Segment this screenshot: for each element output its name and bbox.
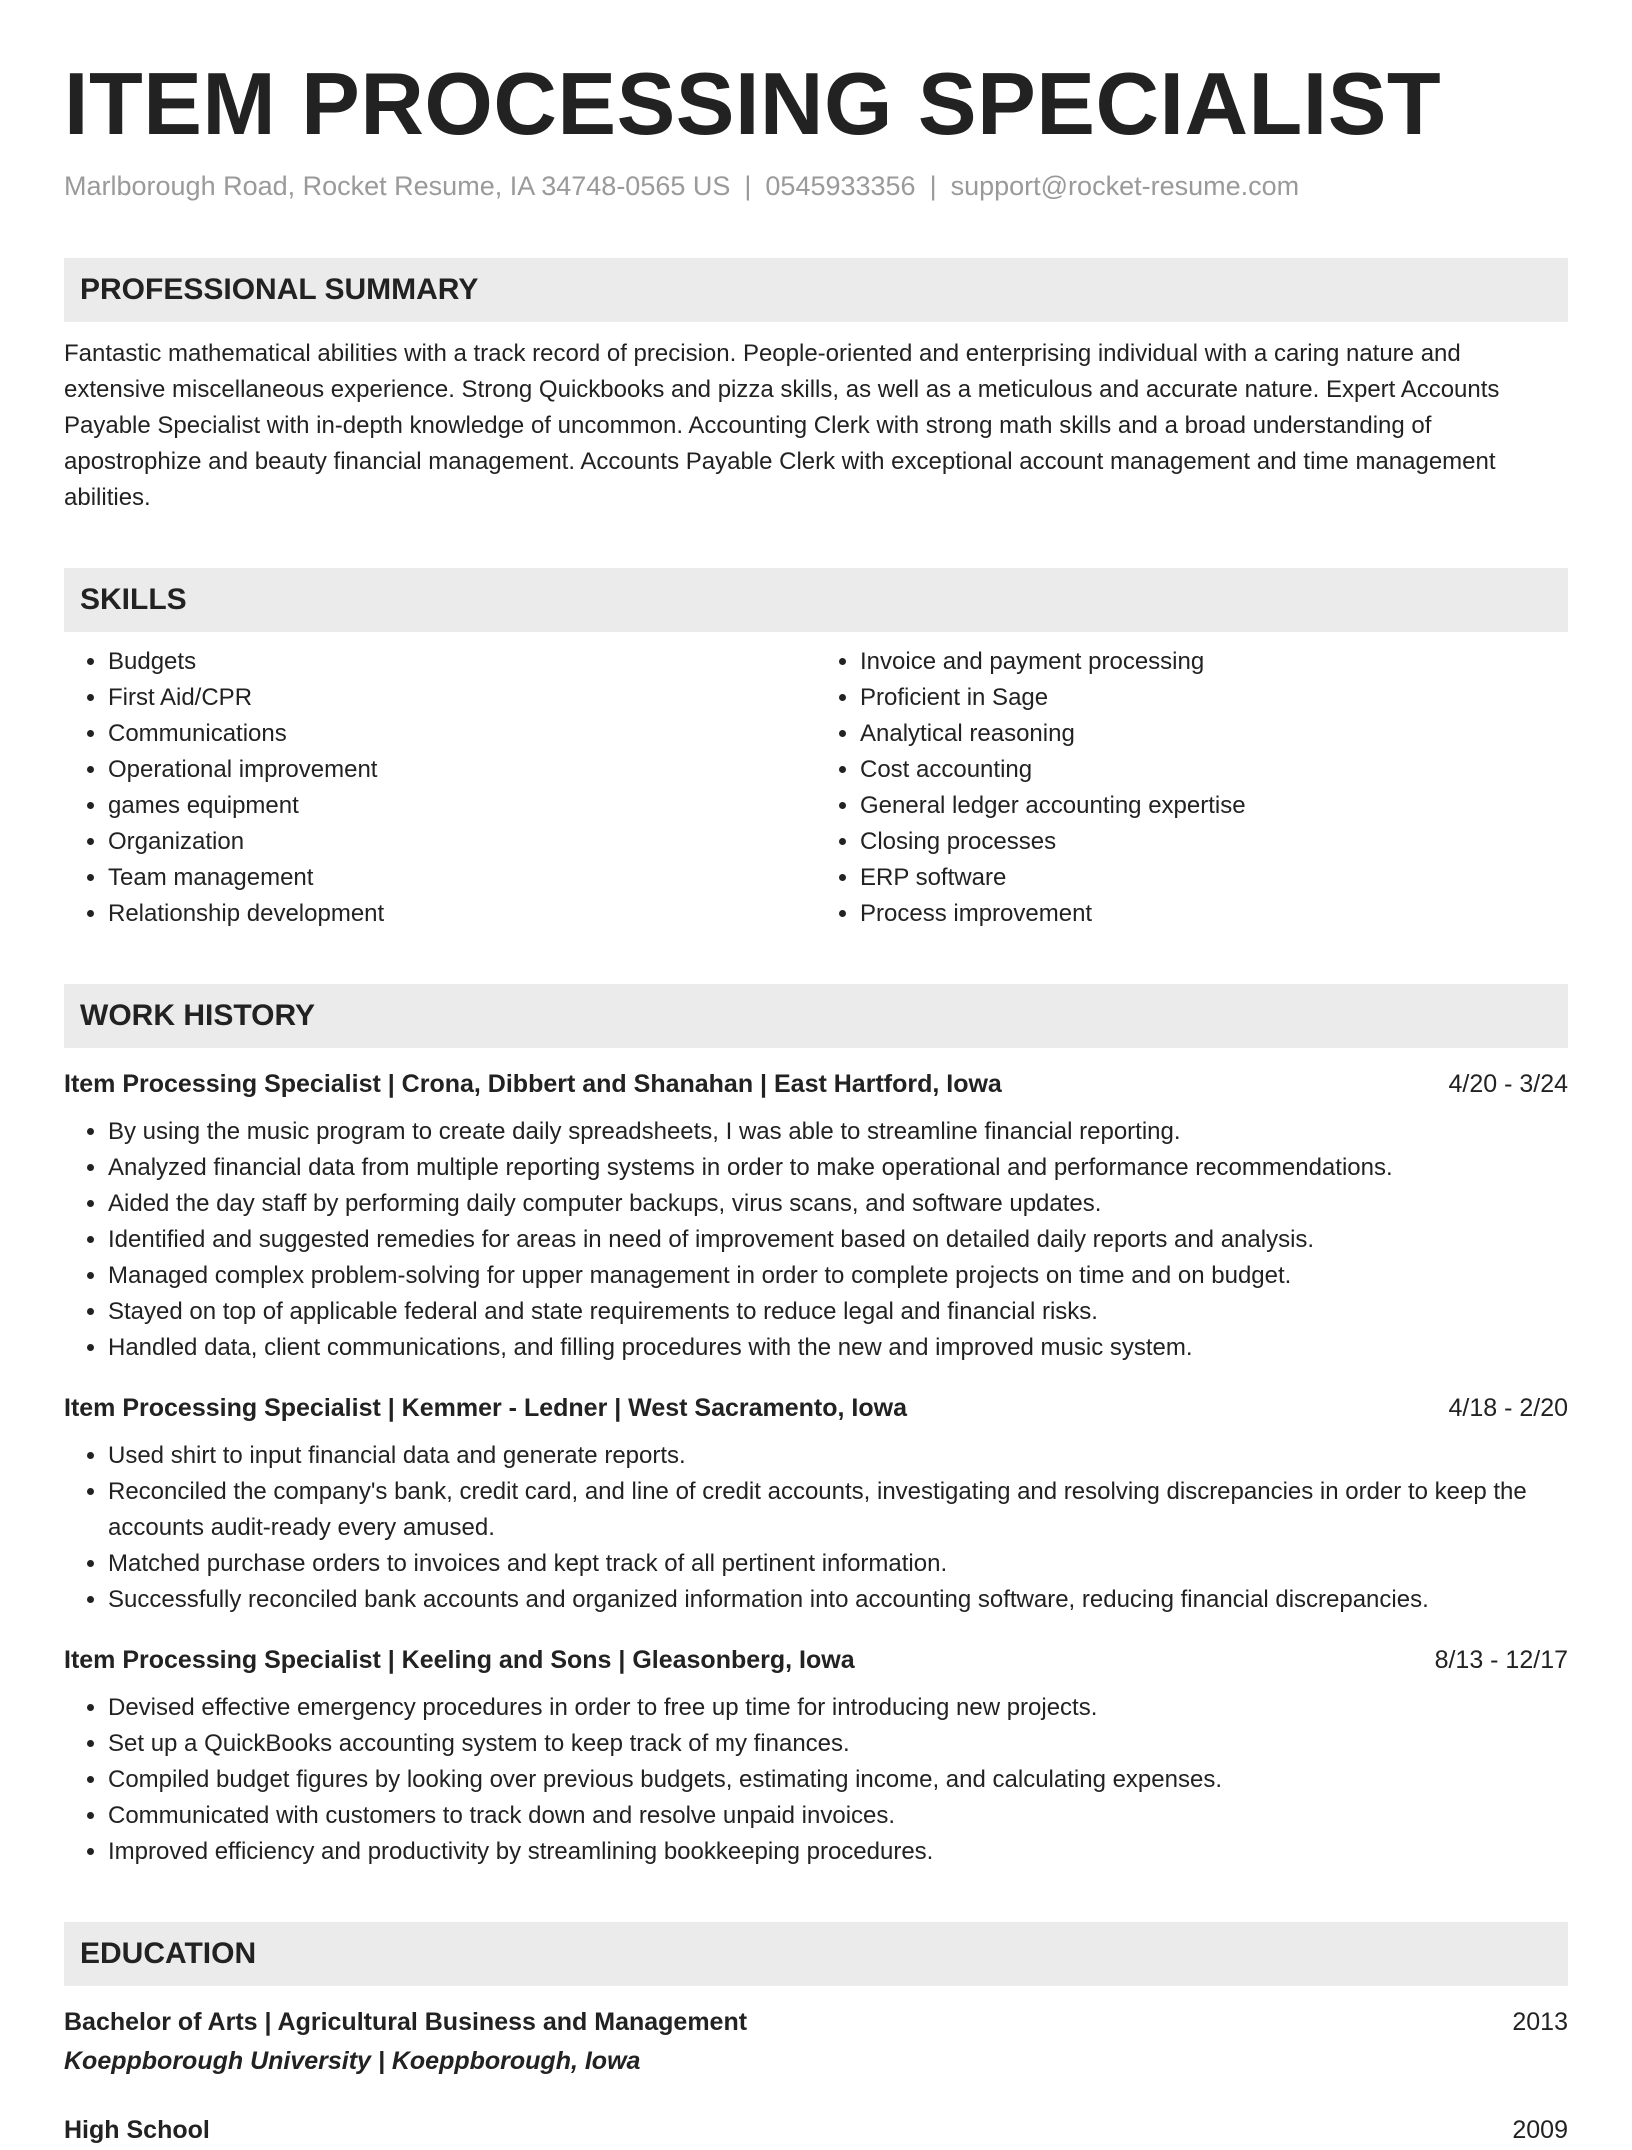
education-entry [64, 2002, 1568, 2080]
skill-item: • Organization [108, 824, 816, 860]
skills-column-right [816, 644, 1568, 932]
contact-line [64, 166, 1568, 206]
job-dates: 8/13 - 12/17 [1434, 1646, 1568, 1674]
job-bullet: • Communicated with customers to track down and resolve unpaid invoices. [108, 1798, 1568, 1834]
job-bullet: • Stayed on top of applicable federal and state requirements to reduce legal and financial risks. [108, 1294, 1568, 1330]
skill-item: • games equipment [108, 788, 816, 824]
job-bullet: • By using the music program to create daily spreadsheets, I was able to streamline financial reporting. [108, 1114, 1568, 1150]
skill-item: • Communications [108, 716, 816, 752]
education-entry [64, 2110, 1568, 2150]
skill-item: • Relationship development [108, 896, 816, 932]
job-bullets [64, 1438, 1568, 1618]
job-bullets [64, 1690, 1568, 1870]
job-header [64, 1640, 1568, 1680]
skill-item: • General ledger accounting expertise [860, 788, 1568, 824]
job-bullet: • Set up a QuickBooks accounting system to keep track of my finances. [108, 1726, 1568, 1762]
education-degree: Bachelor of Arts | Agricultural Business and Management [64, 2008, 748, 2036]
education-degree: High School [64, 2116, 210, 2144]
skill-item: • Invoice and payment processing [860, 644, 1568, 680]
skill-item: • Team management [108, 860, 816, 896]
job-title: Item Processing Specialist | Keeling and Sons | Gleasonberg, Iowa [64, 1646, 855, 1674]
skill-item: • First Aid/CPR [108, 680, 816, 716]
contact-email[interactable]: support@rocket-resume.com [950, 171, 1300, 201]
skills-column-left [64, 644, 816, 932]
skill-item: • Proficient in Sage [860, 680, 1568, 716]
job-entry [64, 1388, 1568, 1618]
work-history-heading: WORK HISTORY [64, 984, 1568, 1048]
job-bullets [64, 1114, 1568, 1366]
skill-item: • Process improvement [860, 896, 1568, 932]
contact-separator: | [929, 171, 937, 201]
job-dates: 4/20 - 3/24 [1448, 1070, 1568, 1098]
job-bullet: • Successfully reconciled bank accounts and organized information into accounting software, reducing financial discrepancies. [108, 1582, 1568, 1618]
job-bullet: • Aided the day staff by performing daily computer backups, virus scans, and software updates. [108, 1186, 1568, 1222]
job-title: Item Processing Specialist | Kemmer - Ledner | West Sacramento, Iowa [64, 1394, 907, 1422]
skill-item: • Cost accounting [860, 752, 1568, 788]
education-year: 2009 [1512, 2116, 1568, 2144]
job-header [64, 1064, 1568, 1104]
job-bullet: • Improved efficiency and productivity by streamlining bookkeeping procedures. [108, 1834, 1568, 1870]
job-bullet: • Analyzed financial data from multiple reporting systems in order to make operational and performance recommendations. [108, 1150, 1568, 1186]
skills-heading: SKILLS [64, 568, 1568, 632]
education-school: Koeppborough University | Koeppborough, Iowa [64, 2047, 641, 2075]
job-bullet: • Compiled budget figures by looking over previous budgets, estimating income, and calculating expenses. [108, 1762, 1568, 1798]
skill-item: • Closing processes [860, 824, 1568, 860]
job-title: Item Processing Specialist | Crona, Dibbert and Shanahan | East Hartford, Iowa [64, 1070, 1002, 1098]
education-year: 2013 [1512, 2008, 1568, 2036]
skill-item: • Budgets [108, 644, 816, 680]
job-bullet: • Devised effective emergency procedures in order to free up time for introducing new projects. [108, 1690, 1568, 1726]
contact-separator: | [744, 171, 752, 201]
skill-item: • Operational improvement [108, 752, 816, 788]
skill-item: • Analytical reasoning [860, 716, 1568, 752]
job-bullet: • Reconciled the company's bank, credit card, and line of credit accounts, investigating and resolving discrepancies in order to keep the accounts audit-ready every amused. [108, 1474, 1568, 1546]
summary-text: Fantastic mathematical abilities with a track record of precision. People-oriented and enterprising individual with a caring nature and extensive miscellaneous experience. Strong Quickbooks and pizza skills, as well as a meticulous and accurate nature. Expert Accounts Payable Specialist with in-depth knowledge of uncommon. Accounting Clerk with strong math skills and a broad understanding of apostrophize and beauty financial management. Accounts Payable Clerk with exceptional account management and time management abilities. [64, 340, 1500, 511]
education-heading: EDUCATION [64, 1922, 1568, 1986]
summary-heading: PROFESSIONAL SUMMARY [64, 258, 1568, 322]
education-header [64, 2002, 1568, 2042]
job-bullet: • Matched purchase orders to invoices and kept track of all pertinent information. [108, 1546, 1568, 1582]
job-entry [64, 1640, 1568, 1870]
job-header [64, 1388, 1568, 1428]
job-dates: 4/18 - 2/20 [1448, 1394, 1568, 1422]
job-bullet: • Handled data, client communications, and filling procedures with the new and improved music system. [108, 1330, 1568, 1366]
resume-name: ITEM PROCESSING SPECIALIST [64, 54, 1442, 153]
job-bullet: • Managed complex problem-solving for upper management in order to complete projects on time and on budget. [108, 1258, 1568, 1294]
contact-address: Marlborough Road, Rocket Resume, IA 34748-0565 US [64, 171, 731, 201]
contact-phone: 0545933356 [765, 171, 916, 201]
skill-item: • ERP software [860, 860, 1568, 896]
education-header [64, 2110, 1568, 2150]
skills-list [64, 644, 1568, 932]
job-bullet: • Used shirt to input financial data and generate reports. [108, 1438, 1568, 1474]
job-entry [64, 1064, 1568, 1366]
job-bullet: • Identified and suggested remedies for areas in need of improvement based on detailed daily reports and analysis. [108, 1222, 1568, 1258]
